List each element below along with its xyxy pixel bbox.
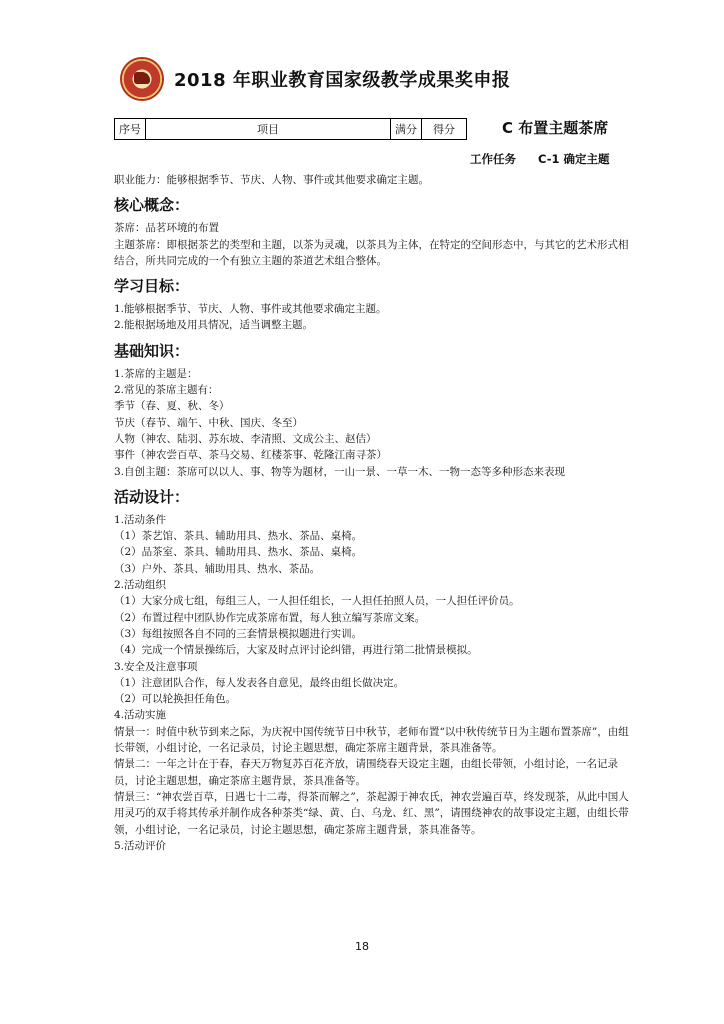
goal-line: 1.能够根据季节、节庆、人物、事件或其他要求确定主题。	[114, 303, 387, 316]
col-score: 得分	[422, 119, 467, 140]
task-value: C-1 确定主题	[538, 152, 610, 166]
activity-line: 1.活动条件	[114, 513, 167, 526]
core-heading: 核心概念：	[114, 196, 190, 215]
activity-line: 4.活动实施	[114, 709, 167, 722]
activity-line: 情景二：一年之计在于春，春天万物复苏百花齐放，请围绕春天设定主题，由组长带领，小组讨论，一名记录员，讨论主题思想，确定茶席主题背景，茶具准备等。	[114, 758, 618, 787]
activity-line: （1）大家分成七组，每组三人，一人担任组长，一人担任拍照人员，一人担任评价员。	[114, 595, 520, 608]
page-number: 18	[355, 940, 369, 953]
task-label: 工作任务	[470, 152, 516, 166]
activity-heading: 活动设计：	[114, 487, 190, 506]
header-title: 2018 年职业教育国家级教学成果奖申报	[174, 70, 511, 91]
core-line: 茶席：品茗环境的布置	[114, 222, 219, 235]
basics-line: 3.自创主题：茶席可以以人、事、物等为题材，一山一景、一草一木、一物一态等多种形态来表现	[114, 465, 566, 478]
activity-line: 情景一：时值中秋节到来之际，为庆祝中国传统节日中秋节，老师布置“以中秋传统节日为主题布置茶席”，由组长带领，小组讨论，一名记录员，讨论主题思想，确定茶席主题背景，茶具准备等。	[114, 725, 629, 755]
page-header	[120, 54, 510, 104]
col-full-score: 满分	[391, 119, 422, 140]
basics-line: 人物（神农、陆羽、苏东坡、李清照、文成公主、赵佶）	[114, 432, 377, 445]
goals-heading: 学习目标：	[114, 277, 190, 296]
activity-line: （1）注意团队合作，每人发表各自意见，最终由组长做决定。	[114, 676, 405, 689]
activity-line: （2）品茶室、茶具、辅助用具、热水、茶品、桌椅。	[114, 546, 363, 559]
basics-line: 事件（神农尝百草、茶马交易、红楼茶事、乾隆江南寻茶）	[114, 449, 387, 462]
basics-heading: 基础知识：	[114, 341, 190, 360]
basics-line: 1.茶席的主题是：	[114, 367, 198, 380]
goal-line: 2.能根据场地及用具情况，适当调整主题。	[114, 319, 314, 332]
activity-line: 情景三：“神农尝百草，日遇七十二毒，得茶而解之”，茶起源于神农氏，神农尝遍百草，终发现茶，从此中国人用灵巧的双手将其传承并制作成各种茶类“绿、黄、白、乌龙、红、黑”，请围绕神农的故事设定主题，由组长带领，小组讨论，一名记录员，讨论主题思想，确定茶席主题背景，茶具准备等。	[114, 790, 629, 836]
activity-line: 3.安全及注意事项	[114, 660, 198, 673]
task-line	[470, 151, 631, 167]
activity-line: （3）每组按照各自不同的三套情景模拟题进行实训。	[114, 627, 363, 640]
activity-line: 5.活动评价	[114, 839, 167, 852]
activity-line: （2）可以轮换担任角色。	[114, 693, 237, 706]
activity-line: （4）完成一个情景操练后，大家及时点评讨论纠错，再进行第二批情景模拟。	[114, 644, 478, 657]
basics-line: 2.常见的茶席主题有：	[114, 384, 219, 397]
col-number: 序号	[115, 119, 146, 140]
activity-line: （3）户外、茶具、辅助用具、热水、茶品。	[114, 562, 321, 575]
activity-line: 2.活动组织	[114, 579, 167, 592]
activity-line: （2）布置过程中团队协作完成茶席布置，每人独立编写茶席文案。	[114, 611, 426, 624]
basics-line: 节庆（春节、端午、中秋、国庆、冬至）	[114, 416, 303, 429]
award-logo-icon	[120, 57, 164, 101]
section-title: C 布置主题茶席	[502, 119, 609, 137]
score-table	[114, 118, 467, 140]
document-body	[114, 172, 634, 854]
col-item: 项目	[146, 119, 391, 140]
activity-line: （1）茶艺馆、茶具、辅助用具、热水、茶品、桌椅。	[114, 530, 363, 543]
ability-line: 职业能力：能够根据季节、节庆、人物、事件或其他要求确定主题。	[114, 174, 429, 186]
core-line: 主题茶席：即根据茶艺的类型和主题，以茶为灵魂，以茶具为主体，在特定的空间形态中，与其它的艺术形式相结合，所共同完成的一个有独立主题的茶道艺术组合整体。	[114, 238, 629, 267]
basics-line: 季节（春、夏、秋、冬）	[114, 400, 230, 413]
